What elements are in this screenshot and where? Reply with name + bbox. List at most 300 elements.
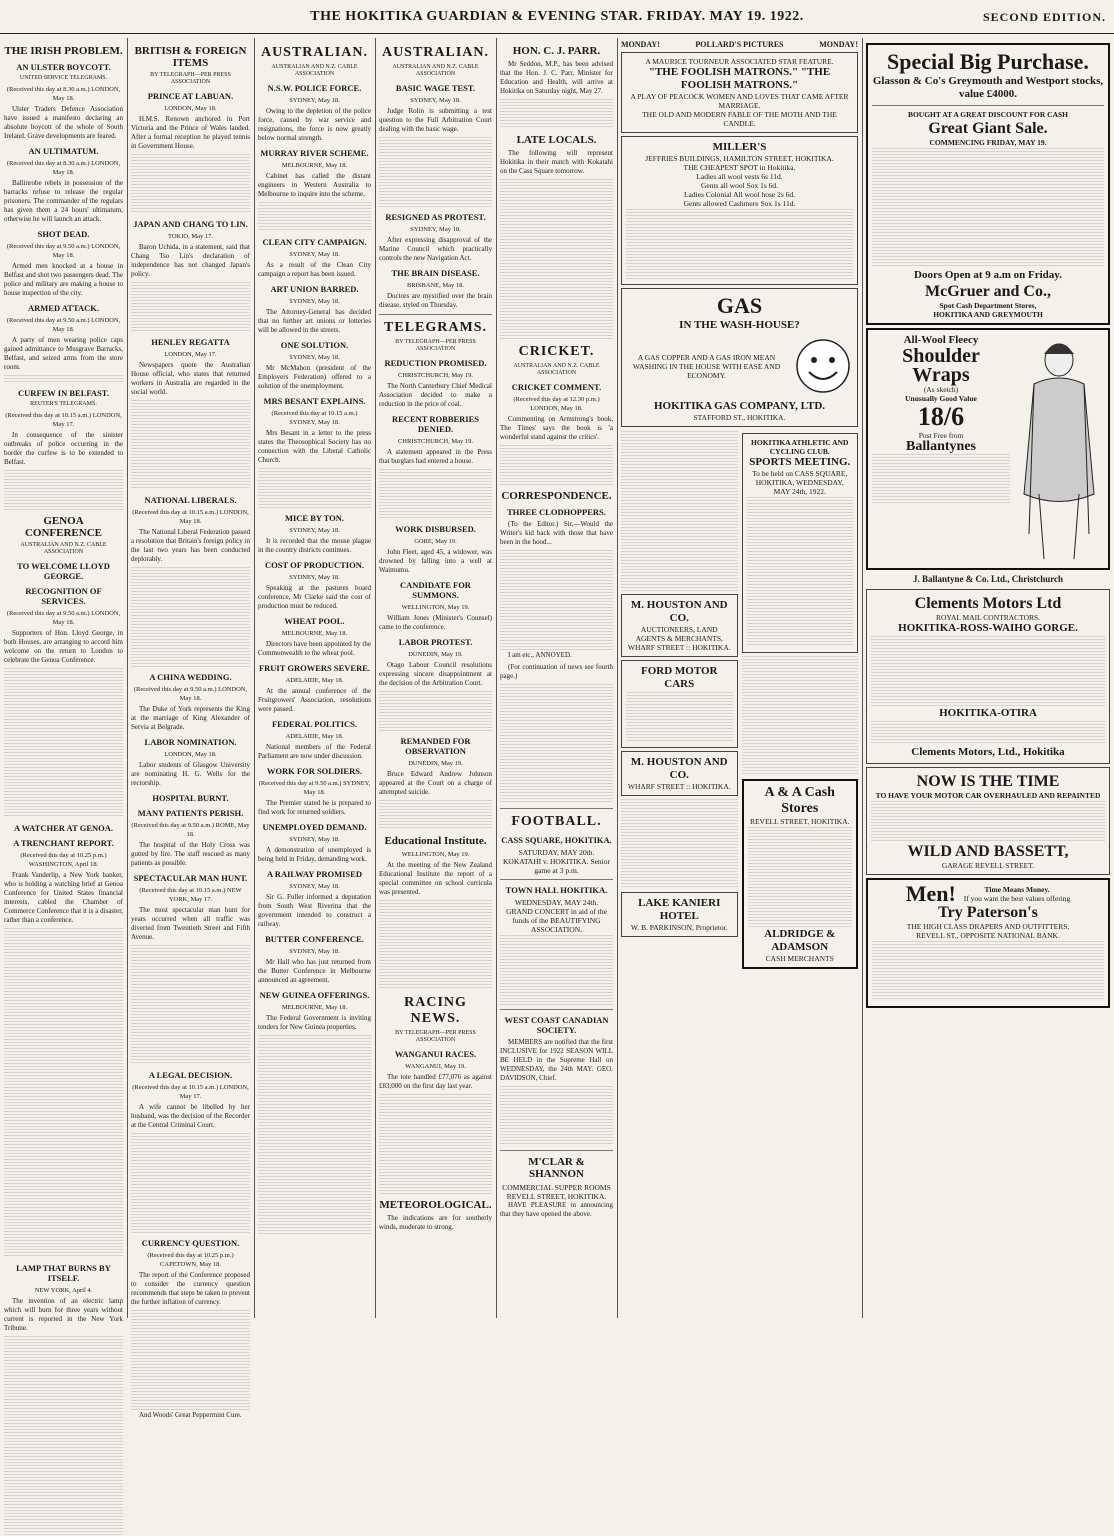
headline: CRICKET COMMENT. (511, 382, 602, 392)
headline: CASS SQUARE, HOKITIKA. (501, 835, 612, 845)
dateline: (Received this day at 9.50 a.m.) LONDON, May 18. (133, 686, 248, 702)
article-text: Ballinrobe rebels in possession of the barracks refuse to release the regular prisoners. The commander of the regulars has given them a 24 hours' ultimatum, otherwise he will launch an attack. (4, 179, 123, 223)
text-filler (131, 1310, 250, 1410)
text-filler (621, 799, 738, 889)
text-filler (4, 928, 123, 1258)
ad-title: Clements Motors Ltd (914, 595, 1062, 612)
ad-subtitle: IN THE WASH-HOUSE? (679, 319, 800, 331)
article-text: At the meeting of the New Zealand Educational Institute the report of a special committee on school curricula was presented. (379, 861, 492, 896)
ad-title: HOKITIKA ATHLETIC AND CYCLING CLUB. (751, 438, 849, 456)
article-text: The North Canterbury Chief Medical Association decided to make a reduction in the price of coal. (379, 382, 492, 408)
wild-bassett-ad (866, 767, 1110, 875)
ad-line: WHARF STREET :: HOKITIKA. (627, 643, 731, 652)
article-text: Ulster Traders Defence Association have issued a manifesto declaring an absolute boycott of the whole of South Ireland. Grave developments are feared. (4, 105, 123, 140)
text-filler (258, 468, 371, 508)
article-text: The indications are for southerly winds, moderate to strong. (379, 1214, 492, 1231)
text-filler (4, 470, 123, 510)
article-text: A statement appeared in the Press that burglars had entered a house. (379, 448, 492, 465)
text-filler (626, 209, 853, 279)
ad-line: THE HIGH CLASS DRAPERS AND OUTFITTERS, (906, 922, 1070, 931)
dateline: SYDNEY, May 18. (289, 97, 340, 104)
headline: ONE SOLUTION. (280, 340, 349, 350)
column-australian-1 (258, 40, 371, 1318)
ad-line: All-Wool Fleecy (903, 334, 979, 346)
headline: SHOT DEAD. (37, 229, 90, 239)
text-filler (131, 1133, 250, 1233)
headline: AUSTRALIAN. (381, 45, 490, 60)
headline: RESIGNED AS PROTEST. (385, 212, 486, 222)
text-filler (871, 801, 1105, 841)
dateline: SYDNEY, May 18. (289, 883, 340, 890)
text-filler (4, 375, 123, 383)
column-rule (254, 38, 255, 1318)
headline: CORRESPONDENCE. (501, 490, 612, 502)
dateline: MELBOURNE, May 18. (281, 630, 348, 637)
headline: A CHINA WEDDING. (149, 672, 232, 682)
article-text: Directors have been appointed by the Commonwealth to the wheat pool. (258, 640, 371, 657)
banner-left: MONDAY! (621, 40, 660, 49)
text-filler (500, 935, 613, 1005)
dateline: DUNEDIN, May 19. (408, 760, 463, 767)
headline: Educational Institute. (384, 835, 487, 847)
wire-credit: BY TELEGRAPH—PER PRESS ASSOCIATION (150, 72, 231, 85)
column-rule (496, 38, 497, 1318)
headline: TO WELCOME LLOYD GEORGE. (17, 561, 110, 581)
headline: AUSTRALIAN. (260, 45, 369, 60)
headline: THE IRISH PROBLEM. (4, 45, 123, 57)
ad-line: COMMERCIAL SUPPER ROOMS (502, 1183, 611, 1192)
article-text: Mr Seddon, M.P., has been advised that the Hon. J. C. Parr, Minister for Education and Health, will arrive at Hokitika on Saturday night, May 27. (500, 60, 613, 95)
dateline: SYDNEY, May 18. (289, 527, 340, 534)
ad-line: Doors Open at 9 a.m on Friday. (914, 269, 1062, 281)
column-rule (375, 38, 376, 1318)
dateline: SYDNEY, May 18. (410, 97, 461, 104)
dateline: LONDON, May 18. (164, 751, 217, 758)
dateline: (Received this day at 10.15 a.m.) LONDON, May 17. (132, 1084, 249, 1100)
ad-line: REVELL STREET, HOKITIKA. (506, 1192, 607, 1201)
headline: MURRAY RIVER SCHEME. (260, 148, 369, 158)
ad-title: Men! (905, 881, 956, 906)
text-filler (747, 497, 854, 647)
wire-credit: REUTER'S TELEGRAMS. (30, 401, 97, 407)
text-filler (500, 99, 613, 129)
dateline: (Received this day at 9.50 a.m.) LONDON, May 18. (6, 317, 121, 333)
ad-line: Gents allowed Cashmere Sox 1s 11d. (683, 199, 796, 208)
headline: FRUIT GROWERS SEVERE. (258, 663, 371, 673)
headline: MICE BY TON. (284, 513, 345, 523)
article-text: The Attorney-General has decided that no further art unions or lotteries will be allowed in the streets. (258, 308, 371, 334)
divider (872, 105, 1104, 106)
text-filler (379, 1094, 492, 1194)
ad-title: M. HOUSTON AND CO. (630, 599, 728, 624)
ford-ad (621, 660, 738, 748)
price: 18/6 (917, 402, 965, 431)
dateline: GORE, May 19. (414, 538, 457, 545)
ad-line: HOKITIKA-OTIRA (939, 707, 1037, 719)
article-text: Sir G. Fuller informed a deputation from South West Riverina that the government intended to construct a railway. (258, 893, 371, 928)
dateline: (Received this day at 10.15 a.m.) LONDON, May 18. (132, 509, 249, 525)
column-display-ads (866, 40, 1110, 1318)
dateline: (Received this day at 10.25 p.m.) WASHINGTON, April 18. (20, 852, 107, 868)
article-text: The Federal Government is inviting tenders for New Guinea properties. (258, 1014, 371, 1031)
divider (500, 808, 613, 809)
dateline: DUNEDIN, May 19. (408, 651, 463, 658)
article-text: Mr McMahon (president of the Employers Federation) offered to a solution of the unemployment. (258, 364, 371, 390)
ad-title: "THE FOOLISH MATRONS." "THE FOOLISH MATRONS." (648, 66, 831, 91)
article-text: Armed men knocked at a house in Belfast and shot two passengers dead. The police and military are making a house to house inspection of the city. (4, 262, 123, 297)
article-text: After expressing disapproval of the Marine Council which practically controls the new Navigation Act. (379, 236, 492, 262)
ad-line: STAFFORD ST., HOKITIKA. (693, 413, 786, 422)
dateline: CHRISTCHURCH, May 19. (397, 372, 474, 379)
article-text: Newspapers quote the Australian House official, who states that returned workers in Australia are regarded in the social world. (131, 361, 250, 396)
dateline: ADELAIDE, May 18. (285, 733, 344, 740)
headline: RECENT ROBBERIES DENIED. (392, 414, 479, 434)
ad-line: To be held on CASS SQUARE, HOKITIKA, WEDNESDAY, MAY 24th, 1922. (752, 469, 848, 496)
lake-kanieri-ad (621, 892, 738, 937)
column-local-news (500, 40, 613, 1318)
headline: ARMED ATTACK. (28, 303, 99, 313)
headline: N.S.W. POLICE FORCE. (267, 83, 362, 93)
article-text: Baron Uchida, in a statement, said that Chang Tso Lin's declaration of independence has not changed Japan's policy. (131, 243, 250, 278)
ad-company: ALDRIDGE & ADAMSON (764, 928, 836, 953)
article-text: The tote handled £77,076 as against £83,000 on the first day last year. (379, 1073, 492, 1090)
text-filler (131, 282, 250, 332)
article-text: H.M.S. Renown anchored in Port Victoria and the Prince of Wales landed. After a formal reception he played tennis in Government House. (131, 115, 250, 150)
article-text: Labor students of Glasgow University are nominating H. G. Wells for the rectorship. (131, 761, 250, 787)
article-text: As a result of the Clean City campaign a report has been issued. (258, 261, 371, 278)
article-text: Owing to the depletion of the police force, caused by war service and resignations, the force is now greatly below normal strength. (258, 107, 371, 142)
ad-line: GARAGE REVELL STREET. (941, 861, 1035, 870)
headline: LABOR NOMINATION. (144, 737, 237, 747)
ad-line: HOKITIKA AND GREYMOUTH (933, 310, 1043, 319)
ad-line: THE CHEAPEST SPOT in Hokitika. (683, 163, 796, 172)
headline: WEST COAST CANADIAN SOCIETY. (504, 1015, 609, 1035)
headline: WORK DISBURSED. (395, 524, 476, 534)
dateline: (Received this day at 8.30 a.m.) LONDON, May 18. (6, 160, 121, 176)
ad-line: Unusually Good Value (905, 394, 977, 403)
headline: THE BRAIN DISEASE. (391, 268, 480, 278)
masthead (0, 0, 1114, 34)
ad-line: A MAURICE TOURNEUR ASSOCIATED STAR FEATURE. (645, 57, 834, 66)
headline: BRITISH & FOREIGN ITEMS (134, 45, 247, 69)
article-text: The report of the Conference proposed to consider the currency question recommends that steps be taken to prevent the further inflation of currency. (131, 1271, 250, 1306)
headline: TELEGRAMS. (384, 320, 487, 335)
headline: RACING NEWS. (404, 995, 467, 1026)
dateline: WELLINGTON, May 19. (401, 851, 470, 858)
article-text: The National Liberal Federation passed a resolution that Britain's foreign policy in the last two years has been conducted deplorably. (131, 528, 250, 563)
text-filler (621, 431, 738, 591)
headline: A RAILWAY PROMISED (267, 869, 362, 879)
text-filler (500, 550, 613, 650)
headline: WORK FOR SOLDIERS. (266, 766, 363, 776)
ad-line: COMMENCING FRIDAY, MAY 19. (929, 138, 1047, 147)
text-filler (379, 691, 492, 731)
article-text: Bruce Edward Andrew Johnson appeared at the Court on a charge of attempted suicide. (379, 770, 492, 796)
article-text: Judge Rolin is submitting a test question to the Full Arbitration Court dealing with the basic wage. (379, 107, 492, 133)
article-text: Doctors are mystified over the brain disease, styled on Thursday. (379, 292, 492, 309)
ad-company: Try Paterson's (938, 904, 1038, 921)
headline: A TRENCHANT REPORT. (13, 838, 114, 848)
headline: RECOGNITION OF SERVICES. (25, 586, 102, 606)
event-date: WEDNESDAY, MAY 24th. (514, 898, 599, 907)
ad-line: (As sketch) (923, 385, 959, 394)
headline: BASIC WAGE TEST. (395, 83, 476, 93)
ad-title: Special Big Purchase. (887, 49, 1089, 74)
article-text: In consequence of the sinister outbreaks of police occurring in the border the curfew is to be extended to Belfast. (4, 431, 123, 466)
headline: A LEGAL DECISION. (148, 1070, 233, 1080)
headline: ART UNION BARRED. (270, 284, 359, 294)
dateline: MELBOURNE, May 18. (281, 1004, 348, 1011)
dateline: (Received this day at 9.50 a.m.) LONDON, May 18. (6, 610, 121, 626)
text-filler (379, 800, 492, 830)
wire-credit: AUSTRALIAN AND N.Z. CABLE ASSOCIATION (392, 64, 479, 77)
ad-title: M. HOUSTON AND CO. (630, 756, 728, 781)
headline: SPECTACULAR MAN HUNT. (133, 873, 248, 883)
ad-line: ROYAL MAIL CONTRACTORS. (935, 613, 1041, 622)
article-text: The Duke of York represents the King at the marriage of King Alexander of Servia at Belgrade. (131, 705, 250, 731)
ad-title: FORD MOTOR CARS (641, 665, 718, 690)
headline: UNEMPLOYED DEMAND. (262, 822, 367, 832)
headline: CURFEW IN BELFAST. (18, 388, 109, 398)
ad-subtitle: SPORTS MEETING. (749, 456, 851, 468)
smiling-face-illustration (793, 336, 853, 396)
headline: THREE CLODHOPPERS. (507, 507, 606, 517)
divider (500, 1150, 613, 1151)
ad-line: Post Free from (918, 431, 964, 440)
event-date: SATURDAY, MAY 20th. (518, 848, 595, 857)
headline: REDUCTION PROMISED. (384, 358, 487, 368)
text-filler (748, 827, 853, 927)
dateline: LONDON, May 17. (164, 351, 217, 358)
newspaper-title: THE HOKITIKA GUARDIAN & EVENING STAR. FRIDAY. MAY 19. 1922. (310, 9, 804, 24)
headline: CLEAN CITY CAMPAIGN. (262, 237, 367, 247)
dateline: SYDNEY, May 18. (410, 226, 461, 233)
headline: PRINCE AT LABUAN. (147, 91, 234, 101)
headline: HENLEY REGATTA (151, 337, 230, 347)
patersons-ad (866, 878, 1110, 1008)
headline: WHEAT POOL. (284, 616, 345, 626)
dateline: MELBOURNE, May 18. (281, 162, 348, 169)
wire-credit: AUSTRALIAN AND N.Z. CABLE ASSOCIATION (513, 363, 600, 376)
dateline: WANGANUI, May 19. (405, 1063, 466, 1070)
dateline: LONDON, May 18. (164, 105, 217, 112)
event-detail: GRAND CONCERT in aid of the funds of the BEAUTIFYING ASSOCIATION. (506, 907, 607, 934)
woman-wrap-illustration (1014, 334, 1104, 564)
article-text: William Jones (Minister's Counsel) came to the conference. (379, 614, 492, 631)
ad-line: Gents all wool Sox 1s 6d. (700, 181, 779, 190)
headline: MANY PATIENTS PERISH. (137, 808, 244, 818)
clements-ad (866, 589, 1110, 764)
article-text: Speaking at the pastures board conference, Mr Clarke said the cost of production must be reduced. (258, 584, 371, 610)
headline: LABOR PROTEST. (398, 637, 473, 647)
article-text: HAVE PLEASURE in announcing that they have opened the above. (500, 1201, 613, 1218)
ad-company: Ballantynes (905, 439, 976, 454)
article-text: John Fleet, aged 45, a widower, was drowned by falling into a well at Waimumu. (379, 548, 492, 574)
dateline: SYDNEY, May 18. (289, 251, 340, 258)
article-text: Supporters of Hon. Lloyd George, in both Houses, are arranging to accord him welcome on the return to London to celebrate the Genoa Conference. (4, 629, 123, 664)
houston-ad (621, 594, 738, 657)
dateline: (Received this day at 9.50 a.m.) ROME, May 18. (131, 822, 250, 838)
wire-credit: AUSTRALIAN AND N.Z. CABLE ASSOCIATION (271, 64, 358, 77)
dateline: (Received this day at 9.50 a.m.) SYDNEY, May 18. (258, 780, 371, 796)
dateline: CHRISTCHURCH, May 19. (397, 438, 474, 445)
headline: BUTTER CONFERENCE. (265, 934, 364, 944)
column-rule (862, 38, 863, 1318)
dateline: SYDNEY, May 18. (289, 298, 340, 305)
gas-ad (621, 288, 858, 427)
text-filler (131, 400, 250, 490)
ad-title: GAS (716, 293, 763, 318)
headline: REMANDED FOR OBSERVATION (400, 736, 471, 756)
article-text: Mrs Besant in a letter to the press states the Theosophical Society has no connection with the Liberal Catholic Church. (258, 429, 371, 464)
banner-mid: POLLARD'S PICTURES (695, 40, 784, 49)
article-text: And Woods' Great Peppermint Cure. (139, 1411, 242, 1419)
article-text: (To the Editor.) Sir,—Would the Writer's kid back with those that have been in the hood... (500, 520, 613, 546)
headline: FOOTBALL. (511, 814, 602, 829)
article-text: Mr Hall who has just returned from the Butter Conference in Melbourne announced an agreement. (258, 958, 371, 984)
ad-line: Ladies all wool vests 6s 11d. (696, 172, 783, 181)
headline: TOWN HALL HOKITIKA. (505, 885, 608, 895)
ad-title: Shoulder (902, 345, 980, 367)
headline: M'CLAR & SHANNON (528, 1156, 585, 1180)
ad-line: If you want the best values offering (963, 893, 1071, 903)
article-text: Frank Vanderlip, a New York banker, who is holding a watching brief at Genoa Conference for United States financial interests, cabled the Chamber of Commerce Conference that it is a disaster, rather than a conference. (4, 871, 123, 924)
ad-company: HOKITIKA GAS COMPANY, LTD. (653, 400, 826, 412)
text-filler (872, 148, 1104, 268)
article-text: The hospital of the Holy Cross was gutted by fire. The staff rescued as many patients as possible. (131, 841, 250, 867)
article-text: The invention of an electric lamp which will burn for three years without current is reported in the New York Tribune. (4, 1297, 123, 1332)
ad-title: Wraps (912, 364, 970, 386)
dateline: SYDNEY, May 18. (289, 836, 340, 843)
headline: CURRENCY QUESTION. (141, 1238, 240, 1248)
dateline: (Received this day at 8.30 a.m.) LONDON, May 18. (6, 86, 121, 102)
article-text: National members of the Federal Parliament are now under discussion. (258, 743, 371, 760)
dateline: (Received this day at 12.30 p.m.) LONDON, May 18. (513, 396, 600, 412)
text-filler (258, 202, 371, 232)
article-text: It is recorded that the mouse plague in the country districts continues. (258, 537, 371, 554)
text-filler (500, 445, 613, 485)
houston-ad-2 (621, 751, 738, 796)
pictures-banner (621, 40, 858, 49)
article-text: A wife cannot be libelled by her husband, was the decision of the Recorder at the Central Criminal Court. (131, 1103, 250, 1129)
headline: WANGANUI RACES. (394, 1049, 477, 1059)
ad-line: Time Means Money. (984, 884, 1050, 894)
edition-label: SECOND EDITION. (982, 10, 1106, 24)
text-filler (742, 656, 859, 776)
text-filler (131, 154, 250, 214)
dateline: SYDNEY, May 18. (289, 948, 340, 955)
headline: CANDIDATE FOR SUMMONS. (400, 580, 471, 600)
banner-right: MONDAY! (819, 40, 858, 49)
dateline: NEW YORK, April 4. (34, 1287, 93, 1294)
headline: GENOA CONFERENCE (24, 515, 102, 539)
headline: NEW GUINEA OFFERINGS. (259, 990, 370, 1000)
dateline: BRISBANE, May 18. (406, 282, 465, 289)
text-filler (626, 692, 733, 742)
article-text: Cabinet has called the distant engineers in Western Australia to Melbourne to inquire into the scheme. (258, 172, 371, 198)
headline: HOSPITAL BURNT. (152, 793, 229, 803)
dateline: ADELAIDE, May 18. (285, 677, 344, 684)
ad-line: JEFFRIES BUILDINGS, HAMILTON STREET, HOKITIKA. (645, 154, 834, 163)
cash-stores-ad (742, 779, 859, 969)
ad-line: Spot Cash Department Stores, (939, 301, 1037, 310)
ad-title: NOW IS THE TIME (916, 773, 1060, 790)
article-text: Commenting on Armstrong's book, The Times' says the book is 'a wonderful stand against the critics'. (500, 415, 613, 441)
article-text: The Premier stated he is prepared to find work for returned soldiers. (258, 799, 371, 816)
text-filler (872, 941, 1104, 1001)
article-text: (For continuation of news see fourth page.) (500, 663, 613, 680)
special-purchase-ad (866, 43, 1110, 325)
ad-line: THE OLD AND MODERN FABLE OF THE MOTH AND THE CANDLE. (642, 110, 837, 128)
article-text: At the annual conference of the Fruitgrowers' Association, resolutions were passed. (258, 687, 371, 713)
headline: METEOROLOGICAL. (379, 1199, 492, 1211)
dateline: (Received this day at 10.15 a.m.) SYDNEY, May 18. (271, 410, 358, 426)
headline: CRICKET. (518, 344, 595, 359)
column-advertisements (621, 40, 858, 1318)
subheadline: AN ULSTER BOYCOTT. (16, 62, 111, 72)
ad-line: AUCTIONEERS, LAND AGENTS & MERCHANTS, (635, 625, 723, 643)
dateline: (Received this day at 10.15 a.m.) LONDON, May 17. (5, 412, 122, 428)
ad-line: TO HAVE YOUR MOTOR CAR OVERHAULED AND REPAINTED (875, 791, 1101, 800)
ad-line: A GAS COPPER AND A GAS IRON MEAN WASHING IN THE HOUSE WITH EASE AND ECONOMY. (632, 352, 781, 380)
dateline: (Received this day at 10.25 p.m.) CAPETOWN, May 18. (147, 1252, 234, 1268)
text-filler (379, 900, 492, 990)
ad-line: REVELL ST., OPPOSITE NATIONAL BANK. (916, 931, 1060, 940)
article-text: A party of men wearing police caps gained admittance to Musgrave Barracks, Belfast, and seized arms from the store room. (4, 336, 123, 371)
dateline: WELLINGTON, May 19. (401, 604, 470, 611)
column-rule (127, 38, 128, 1318)
event-detail: KOKATAHI v. HOKITIKA. Senior game at 3 p.m. (502, 857, 611, 875)
text-filler (258, 1035, 371, 1235)
column-british-foreign (131, 40, 250, 1419)
athletic-club-ad (742, 433, 859, 653)
text-filler (500, 179, 613, 339)
ad-title: MILLER'S (712, 141, 767, 153)
column-rule (617, 38, 618, 1318)
divider (379, 314, 492, 315)
text-filler (4, 668, 123, 818)
headline: HON. C. J. PARR. (512, 45, 601, 57)
ballantynes-ad (866, 328, 1110, 570)
millers-ad (621, 136, 858, 285)
headline: MRS BESANT EXPLAINS. (263, 396, 366, 406)
text-filler (872, 454, 1010, 504)
text-filler (379, 469, 492, 519)
wire-credit: AUSTRALIAN AND N.Z. CABLE ASSOCIATION (20, 542, 107, 555)
article-text: I am etc., ANNOYED. (508, 651, 572, 659)
text-filler (131, 567, 250, 667)
wire-credit: UNITED SERVICE TELEGRAMS. (19, 75, 108, 81)
ad-title: LAKE KANIERI HOTEL (638, 897, 721, 922)
headline: COST OF PRODUCTION. (265, 560, 364, 570)
divider (500, 879, 613, 880)
article-text: A demonstration of unemployed is being held in Friday, demanding work. (258, 846, 371, 863)
text-filler (379, 137, 492, 207)
column-irish-problem (4, 40, 123, 1332)
ad-title: A & A Cash Stores (764, 785, 835, 816)
ad-line: WHARF STREET :: HOKITIKA. (627, 782, 731, 791)
ad-line: BOUGHT AT A GREAT DISCOUNT FOR CASH (907, 110, 1069, 119)
wire-credit: BY TELEGRAPH—PER PRESS ASSOCIATION (395, 1030, 476, 1043)
text-filler (131, 945, 250, 1065)
headline: JAPAN AND CHANG TO LIN. (133, 219, 248, 229)
text-filler (871, 721, 1105, 745)
text-filler (4, 1336, 123, 1536)
text-filler (871, 636, 1105, 706)
divider (500, 1009, 613, 1010)
ballantynes-firm: J. Ballantyne & Co. Ltd., Christchurch (912, 574, 1064, 584)
text-filler (500, 684, 613, 804)
